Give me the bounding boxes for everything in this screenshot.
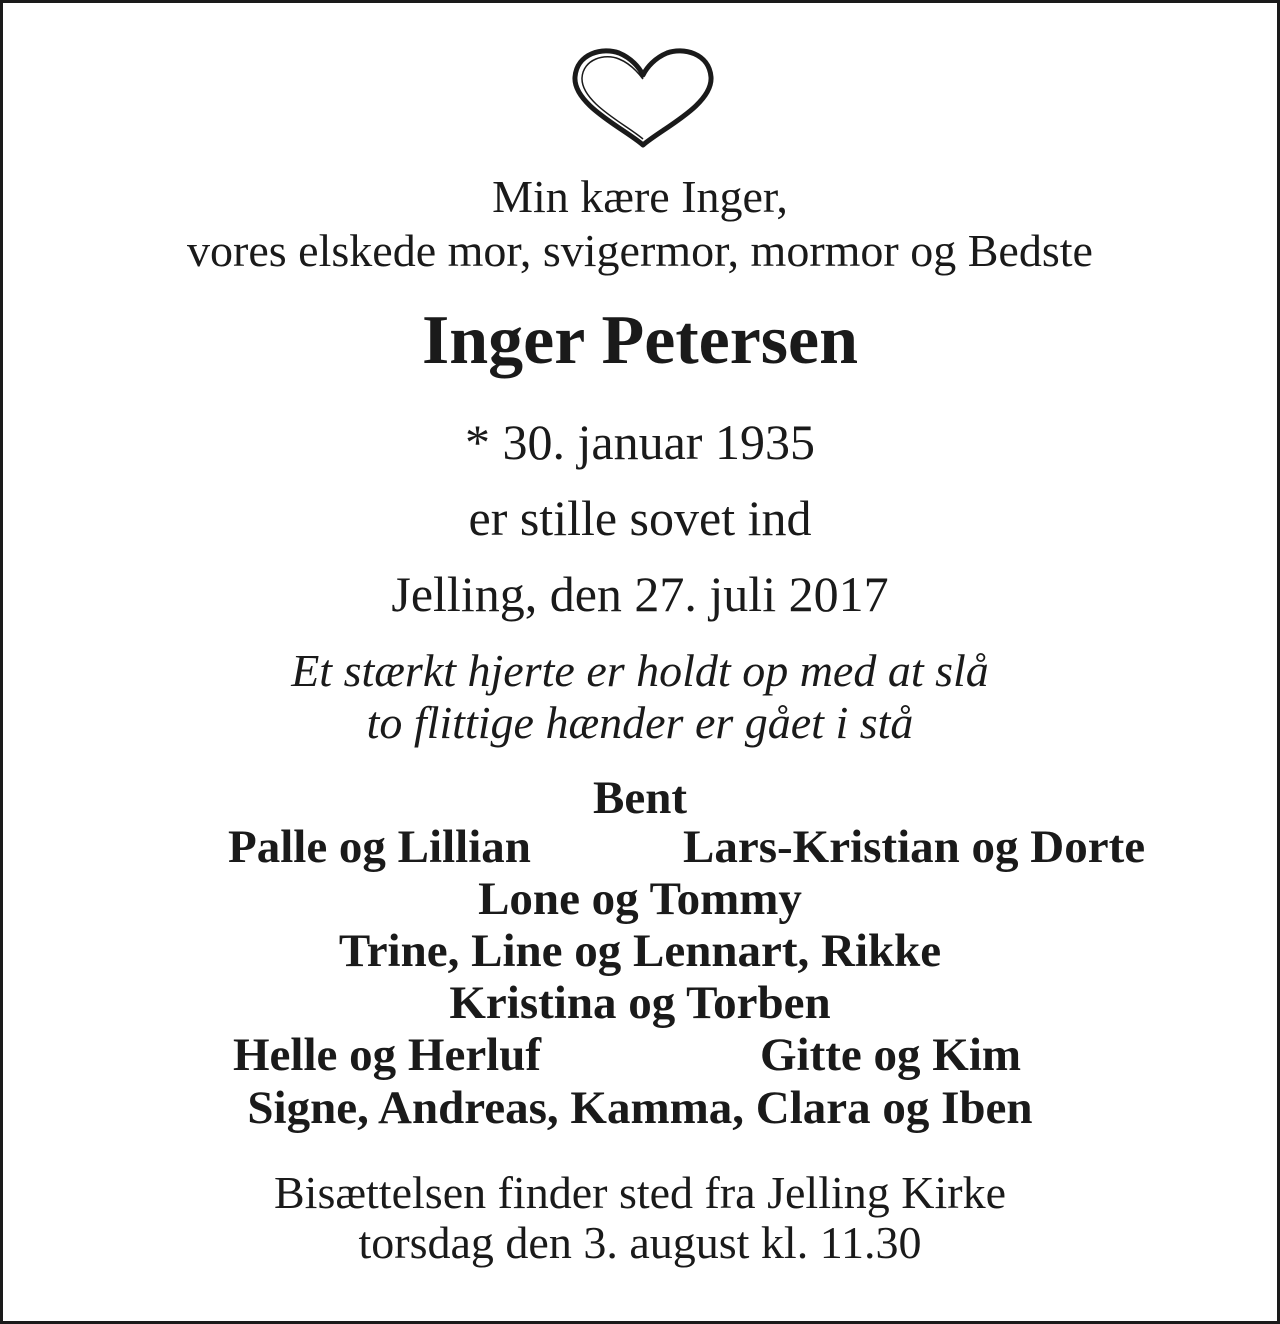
family-line-1: Bent — [593, 772, 687, 824]
family-line-6-right: Gitte og Kim — [760, 1029, 1022, 1081]
family-line-2-right: Lars-Kristian og Dorte — [683, 821, 1146, 873]
place-date: Jelling, den 27. juli 2017 — [391, 566, 889, 622]
verse-line-2: to flittige hænder er gået i stå — [366, 697, 914, 748]
family-line-2-left: Palle og Lillian — [228, 821, 531, 873]
verse-line-1: Et stærkt hjerte er holdt op med at slå — [291, 645, 989, 696]
family-line-3: Lone og Tommy — [478, 873, 802, 925]
ceremony-line-1: Bisættelsen finder sted fra Jelling Kirke — [273, 1167, 1006, 1218]
intro-line-2: vores elskede mor, svigermor, mormor og Bedste — [187, 225, 1093, 276]
intro-line-1: Min kære Inger, — [492, 171, 788, 222]
birth-date: * 30. januar 1935 — [465, 414, 815, 470]
heart-outline-icon — [569, 43, 717, 151]
deceased-name: Inger Petersen — [421, 302, 859, 379]
family-line-5: Kristina og Torben — [449, 977, 831, 1029]
ceremony-line-2: torsdag den 3. august kl. 11.30 — [358, 1217, 922, 1268]
family-line-7: Signe, Andreas, Kamma, Clara og Iben — [247, 1082, 1033, 1134]
family-line-6-left: Helle og Herluf — [233, 1029, 542, 1081]
passed-line: er stille sovet ind — [468, 490, 812, 546]
family-line-4: Trine, Line og Lennart, Rikke — [338, 925, 942, 977]
